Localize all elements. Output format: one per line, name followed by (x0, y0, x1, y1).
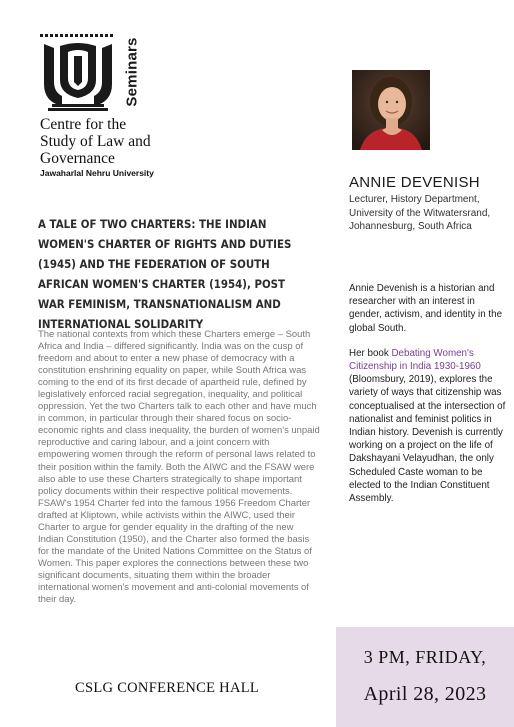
speaker-affiliation (349, 193, 509, 234)
bio-text: Her book (349, 347, 392, 359)
talk-abstract: The national contexts from which these Charters emerge – South Africa and India – differed significantly. India was on the cusp of freedom and about to enter a new phase of democracy with a constitution enshrining equality on paper, while South Africa was coming to the end of its first decade of apartheid rule, defined by legislatively enforced racial segregation, inequality, and political oppression. Yet the two Charters talk to each other and have much in common, in particular through their shared focus on socio-economic rights and class inequality, the burden of women's unpaid reproductive and caring labour, and a joint concern with empowering women through the reform of personal laws related to their position within the family. Both the AIWC and the FSAW were also able to use these Charters strategically to shape important policy documents within their respective political movements. FSAW's 1954 Charter fed into the famous 1956 Freedom Charter drafted at Kliptown, while activists within the AIWC, used their Charter to argue for gender equality in the drafting of the new Indian Constitution (1950), and the Charter also formed the basis for the mandate of the United Nations Committee on the Status of Women. This paper explores the connections between these two significant documents, situating them within the broader international women's movement and anti-colonial movements of their day. (38, 329, 320, 606)
university-name: Jawaharlal Nehru University (40, 168, 154, 178)
org-name-line: Study of Law and (40, 133, 151, 150)
logo-block (38, 32, 148, 112)
event-datetime-box (336, 627, 514, 727)
bio-text: (Bloomsbury, 2019), explores the variety of ways that citizenship was conceptualised at the intersection of nationalist and feminist politics in Indian history. Devenish is currently working on a project on the life of Dakshayani Velayudhan, the only Scheduled Caste woman to be elected to the Indian Constituent Assembly. (349, 374, 506, 505)
jnu-logo-icon (38, 32, 118, 112)
bio-paragraph: Annie Devenish is a historian and researcher with an interest in gender, activism, and identity in the global South. (349, 283, 503, 334)
affiliation-line: University of the Witwatersrand, (349, 207, 491, 219)
event-venue: CSLG CONFERENCE HALL (75, 680, 260, 696)
org-name (40, 116, 240, 167)
event-time: 3 PM, FRIDAY, (363, 647, 487, 667)
event-date: April 28, 2023 (363, 683, 487, 705)
speaker-portrait (352, 70, 430, 150)
book-title-link[interactable]: Debating Women's Citizenship in India 1930-1960 (349, 347, 481, 373)
speaker-bio (349, 282, 509, 517)
speaker-name: ANNIE DEVENISH (349, 174, 480, 191)
org-name-line: Governance (40, 150, 115, 167)
bio-paragraph (349, 347, 509, 505)
series-label: Seminars (123, 37, 141, 107)
affiliation-line: Lecturer, History Department, (349, 194, 480, 205)
talk-title: A TALE OF TWO CHARTERS: THE INDIAN WOMEN'S CHARTER OF RIGHTS AND DUTIES (1945) AND THE FEDERATION OF SOUTH AFRICAN WOMEN'S CHARTER (1954), POST WAR FEMINISM, TRANSNATIONALISM AND INTERNATIONAL SOLIDARITY (38, 217, 292, 331)
affiliation-line: Johannesburg, South Africa (349, 221, 472, 232)
org-name-line: Centre for the (40, 116, 127, 133)
